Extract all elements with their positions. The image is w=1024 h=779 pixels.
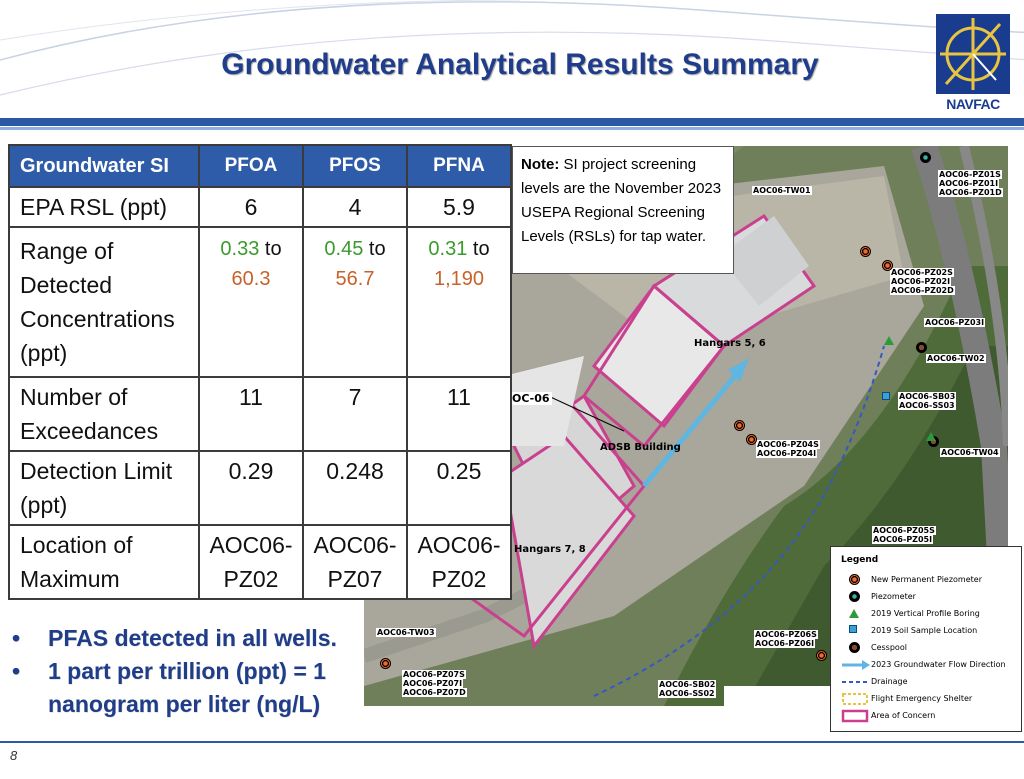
shelter-outline-icon (841, 692, 871, 706)
bullet-text: PFAS detected in all wells. (48, 625, 337, 651)
range-low: 0.33 (220, 238, 260, 260)
cell-value: 5.9 (407, 187, 511, 227)
range-high: 56.7 (335, 268, 375, 290)
range-high: 60.3 (231, 268, 271, 290)
well-label: AOC06-TW04 (941, 448, 999, 457)
cell-value: 11 (407, 377, 511, 451)
header-pfos: PFOS (303, 145, 407, 187)
well-label: AOC06-PZ03I (925, 318, 985, 327)
cell-range-pfna (407, 227, 511, 377)
well-label: AOC06-PZ01D (939, 188, 1002, 197)
well-label: AOC06-PZ02D (891, 286, 954, 295)
legend-item-label: New Permanent Piezometer (871, 575, 982, 584)
well-label: AOC06-PZ06I (755, 639, 815, 648)
table-row-range (9, 227, 511, 377)
legend-item-label: 2023 Groundwater Flow Direction (871, 660, 1006, 669)
cell-value: 11 (199, 377, 303, 451)
note-box (512, 146, 734, 274)
legend-item-vertical-profile-boring (841, 605, 1011, 622)
legend-item-drainage (841, 673, 1011, 690)
cell-value: AOC06-PZ07 (303, 525, 407, 599)
area-outline-icon (841, 709, 871, 723)
bullet-mark: • (12, 625, 21, 651)
range-to: to (368, 238, 386, 260)
legend-item-label: Flight Emergency Shelter (871, 694, 973, 703)
legend-item-flow-direction (841, 656, 1011, 673)
legend-item-permanent-piezometer (841, 571, 1011, 588)
navfac-logo (932, 14, 1014, 114)
permanent-piezometer-marker (380, 658, 391, 669)
cesspool-icon (849, 642, 860, 653)
bullet-list (12, 622, 372, 721)
note-label: Note: (521, 156, 560, 173)
legend-item-soil-sample (841, 622, 1011, 639)
building-label-hangars-5-6: Hangars 5, 6 (694, 338, 766, 349)
permanent-piezometer-icon (849, 574, 860, 585)
cell-range-pfoa (199, 227, 303, 377)
header-pfna: PFNA (407, 145, 511, 187)
well-label: AOC06-TW03 (377, 628, 435, 637)
well-label: AOC06-SS02 (659, 689, 715, 698)
logo-emblem (936, 14, 1010, 94)
header-bar (0, 118, 1024, 126)
legend-item-area-of-concern (841, 707, 1011, 724)
well-label: AOC06-PZ07S (403, 670, 465, 679)
row-label: Number of Exceedances (9, 377, 199, 451)
cell-value: 6 (199, 187, 303, 227)
well-label: AOC06-PZ06S (755, 630, 817, 639)
well-label: AOC06-PZ04S (757, 440, 819, 449)
range-high: 1,190 (433, 268, 485, 290)
legend-item-cesspool (841, 639, 1011, 656)
page-title: Groundwater Analytical Results Summary (221, 48, 819, 81)
permanent-piezometer-marker (734, 420, 745, 431)
building-label-hangars-7-8: Hangars 7, 8 (514, 544, 586, 555)
row-label: EPA RSL (ppt) (9, 187, 199, 227)
legend-item-piezometer (841, 588, 1011, 605)
map-legend (830, 546, 1022, 732)
table-row-detection-limit (9, 451, 511, 525)
dashed-line-icon (841, 675, 871, 689)
piezometer-marker (920, 152, 931, 163)
footer-line (0, 741, 1024, 743)
aoc-label: OC-06 (512, 392, 550, 405)
legend-item-label: Drainage (871, 677, 908, 686)
triangle-icon (849, 609, 859, 618)
cell-value: AOC06-PZ02 (199, 525, 303, 599)
legend-item-label: Area of Concern (871, 711, 936, 720)
header-bar-accent (0, 127, 1024, 130)
row-label: Location of Maximum (9, 525, 199, 599)
header-groundwater-si: Groundwater SI (9, 145, 199, 187)
bullet-mark: • (12, 658, 21, 684)
logo-text: NAVFAC (946, 96, 1000, 112)
well-label: AOC06-PZ07D (403, 688, 466, 697)
building-label-adsb: ADSB Building (600, 442, 681, 453)
cell-range-pfos (303, 227, 407, 377)
range-low: 0.31 (428, 238, 468, 260)
well-label: AOC06-TW01 (753, 186, 811, 195)
cell-value: 0.25 (407, 451, 511, 525)
well-label: AOC06-PZ04I (757, 449, 817, 458)
permanent-piezometer-marker (860, 246, 871, 257)
page-number: 8 (10, 748, 18, 763)
piezometer-icon (849, 591, 860, 602)
range-to: to (472, 238, 490, 260)
well-label: AOC06-SB02 (659, 680, 716, 689)
well-label: AOC06-PZ07I (403, 679, 463, 688)
cell-value: 7 (303, 377, 407, 451)
well-label: AOC06-TW02 (927, 354, 985, 363)
cell-value: AOC06-PZ02 (407, 525, 511, 599)
legend-item-shelter (841, 690, 1011, 707)
well-label: AOC06-SB03 (899, 392, 956, 401)
range-to: to (264, 238, 282, 260)
range-low: 0.45 (324, 238, 364, 260)
legend-item-label: Piezometer (871, 592, 916, 601)
table-row-location-max (9, 525, 511, 599)
vertical-profile-boring-marker (884, 336, 894, 345)
cell-value: 4 (303, 187, 407, 227)
header-pfoa: PFOA (199, 145, 303, 187)
cell-value: 0.29 (199, 451, 303, 525)
bullet-item (12, 622, 372, 655)
bullet-text: 1 part per trillion (ppt) = 1 nanogram per liter (ng/L) (48, 658, 326, 717)
cell-value: 0.248 (303, 451, 407, 525)
bullet-item (12, 655, 372, 721)
legend-title: Legend (841, 555, 879, 565)
row-label: Range of Detected Concentrations (ppt) (9, 227, 199, 377)
legend-item-label: 2019 Vertical Profile Boring (871, 609, 980, 618)
table-row-exceedances (9, 377, 511, 451)
legend-item-label: 2019 Soil Sample Location (871, 626, 978, 635)
note-text: SI project screening levels are the November 2023 USEPA Regional Screening Levels (RSLs) for tap water. (521, 156, 722, 245)
permanent-piezometer-marker (882, 260, 893, 271)
permanent-piezometer-marker (816, 650, 827, 661)
table-row-rsl (9, 187, 511, 227)
row-label: Detection Limit (ppt) (9, 451, 199, 525)
well-label: AOC06-PZ01S (939, 170, 1001, 179)
arrow-icon (841, 658, 871, 672)
well-label: AOC06-PZ02S (891, 268, 953, 277)
results-table (8, 144, 512, 600)
well-label: AOC06-PZ01I (939, 179, 999, 188)
well-label: AOC06-PZ05S (873, 526, 935, 535)
table-header-row (9, 145, 511, 187)
permanent-piezometer-marker (746, 434, 757, 445)
square-icon (849, 625, 857, 633)
vertical-profile-boring-marker (926, 432, 936, 441)
soil-sample-marker (882, 392, 890, 400)
well-label: AOC06-PZ05I (873, 535, 933, 544)
well-label: AOC06-PZ02I (891, 277, 951, 286)
legend-item-label: Cesspool (871, 643, 907, 652)
cesspool-marker (916, 342, 927, 353)
well-label: AOC06-SS03 (899, 401, 955, 410)
